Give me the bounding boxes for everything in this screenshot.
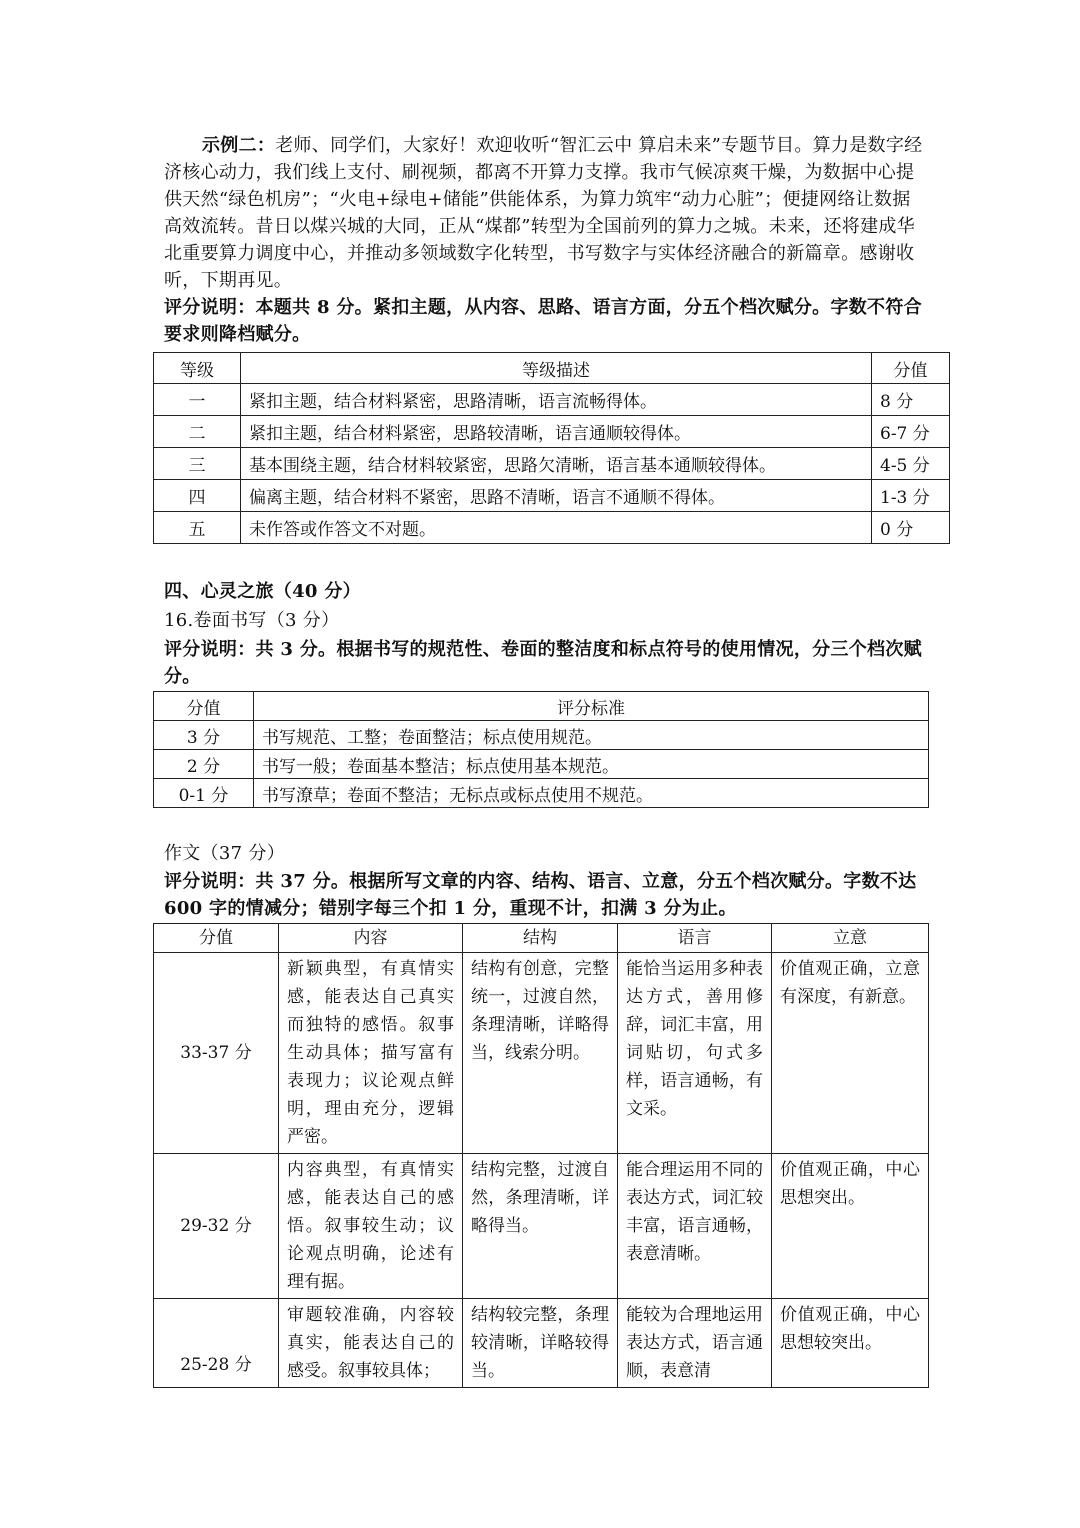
table-row	[154, 779, 929, 808]
header-cell: 等级描述	[241, 353, 872, 384]
table-header-row	[154, 353, 950, 384]
table-row	[154, 448, 950, 480]
structure-cell: 结构完整，过渡自然，条理清晰，详略得当。	[463, 1154, 618, 1299]
header-cell: 等级	[154, 353, 241, 384]
score-cell: 6-7 分	[872, 416, 950, 448]
language-cell: 能合理运用不同的表达方式，词汇较丰富，语言通畅，表意清晰。	[618, 1154, 772, 1299]
level-cell: 五	[154, 512, 241, 544]
description-cell: 紧扣主题，结合材料紧密，思路较清晰，语言通顺较得体。	[241, 416, 872, 448]
level-cell: 二	[154, 416, 241, 448]
description-cell: 偏离主题，结合材料不紧密，思路不清晰，语言不通顺不得体。	[241, 480, 872, 512]
description-cell: 紧扣主题，结合材料紧密，思路清晰，语言流畅得体。	[241, 384, 872, 416]
score-cell: 3 分	[154, 721, 254, 750]
table-row	[154, 721, 929, 750]
essay-title: 作文（37 分）	[164, 843, 286, 864]
table-q16-handwriting	[153, 691, 929, 808]
structure-cell: 结构有创意，完整统一，过渡自然，条理清晰，详略得当，线索分明。	[463, 953, 618, 1154]
criteria-cell: 书写潦草；卷面不整洁；无标点或标点使用不规范。	[254, 779, 929, 808]
score-cell: 25-28 分	[154, 1299, 279, 1388]
idea-cell: 价值观正确，立意有深度，有新意。	[772, 953, 929, 1154]
content-cell: 新颖典型，有真情实感，能表达自己真实而独特的感悟。叙事生动具体；描写富有表现力；议论观点鲜明，理由充分，逻辑严密。	[279, 953, 463, 1154]
table-row	[154, 384, 950, 416]
score-cell: 0-1 分	[154, 779, 254, 808]
table-row	[154, 1154, 929, 1299]
content-cell: 审题较准确，内容较真实，能表达自己的感受。叙事较具体；	[279, 1299, 463, 1388]
header-cell: 结构	[463, 924, 618, 953]
score-cell: 2 分	[154, 750, 254, 779]
table-row	[154, 953, 929, 1154]
q15-scoring-note: 评分说明：本题共 8 分。紧扣主题，从内容、思路、语言方面，分五个档次赋分。字数不符合要求则降档赋分。	[164, 297, 922, 345]
header-cell: 分值	[872, 353, 950, 384]
description-cell: 未作答或作答文不对题。	[241, 512, 872, 544]
header-cell: 分值	[154, 924, 279, 953]
table-essay-grades	[153, 923, 929, 1388]
table-header-row	[154, 924, 929, 953]
q16-scoring-note: 评分说明：共 3 分。根据书写的规范性、卷面的整洁度和标点符号的使用情况，分三个档次赋分。	[164, 639, 922, 687]
score-cell: 29-32 分	[154, 1154, 279, 1299]
language-cell: 能较为合理地运用表达方式，语言通顺，表意清	[618, 1299, 772, 1388]
level-cell: 四	[154, 480, 241, 512]
table-q15-grades	[153, 352, 950, 544]
language-cell: 能恰当运用多种表达方式，善用修辞，词汇丰富，用词贴切，句式多样，语言通畅，有文采。	[618, 953, 772, 1154]
level-cell: 一	[154, 384, 241, 416]
essay-scoring-note: 评分说明：共 37 分。根据所写文章的内容、结构、语言、立意，分五个档次赋分。字数不达 600 字的情减分；错别字每三个扣 1 分，重现不计，扣满 3 分为止。	[164, 871, 917, 919]
table-row	[154, 750, 929, 779]
idea-cell: 价值观正确，中心思想较突出。	[772, 1299, 929, 1388]
criteria-cell: 书写规范、工整；卷面整洁；标点使用规范。	[254, 721, 929, 750]
example-two-label: 示例二：	[202, 135, 276, 156]
idea-cell: 价值观正确，中心思想突出。	[772, 1154, 929, 1299]
level-cell: 三	[154, 448, 241, 480]
header-cell: 语言	[618, 924, 772, 953]
score-cell: 4-5 分	[872, 448, 950, 480]
q16-title: 16.卷面书写（3 分）	[164, 610, 340, 631]
table-row	[154, 480, 950, 512]
content-cell: 内容典型，有真情实感，能表达自己的感悟。叙事较生动；议论观点明确，论述有理有据。	[279, 1154, 463, 1299]
criteria-cell: 书写一般；卷面基本整洁；标点使用基本规范。	[254, 750, 929, 779]
score-cell: 33-37 分	[154, 953, 279, 1154]
table-row	[154, 512, 950, 544]
header-cell: 分值	[154, 692, 254, 721]
header-cell: 评分标准	[254, 692, 929, 721]
example-two-paragraph	[164, 132, 924, 294]
structure-cell: 结构较完整，条理较清晰，详略较得当。	[463, 1299, 618, 1388]
description-cell: 基本围绕主题，结合材料较紧密，思路欠清晰，语言基本通顺较得体。	[241, 448, 872, 480]
table-row	[154, 416, 950, 448]
section-four-title: 四、心灵之旅（40 分）	[164, 581, 361, 602]
score-cell: 1-3 分	[872, 480, 950, 512]
example-two-text: 老师、同学们，大家好！欢迎收听“智汇云中 算启未来”专题节目。算力是数字经济核心动力，我们线上支付、刷视频，都离不开算力支撑。我市气候凉爽干燥，为数据中心提供天然“绿色机房”；“火电+绿电+储能”供能体系，为算力筑牢“动力心脏”；便捷网络让数据高效流转。昔日以煤兴城的大同，正从“煤都”转型为全国前列的算力之城。未来，还将建成华北重要算力调度中心，并推动多领域数字化转型，书写数字与实体经济融合的新篇章。感谢收听，下期再见。	[164, 135, 923, 291]
header-cell: 内容	[279, 924, 463, 953]
score-cell: 0 分	[872, 512, 950, 544]
table-header-row	[154, 692, 929, 721]
header-cell: 立意	[772, 924, 929, 953]
table-row	[154, 1299, 929, 1388]
score-cell: 8 分	[872, 384, 950, 416]
